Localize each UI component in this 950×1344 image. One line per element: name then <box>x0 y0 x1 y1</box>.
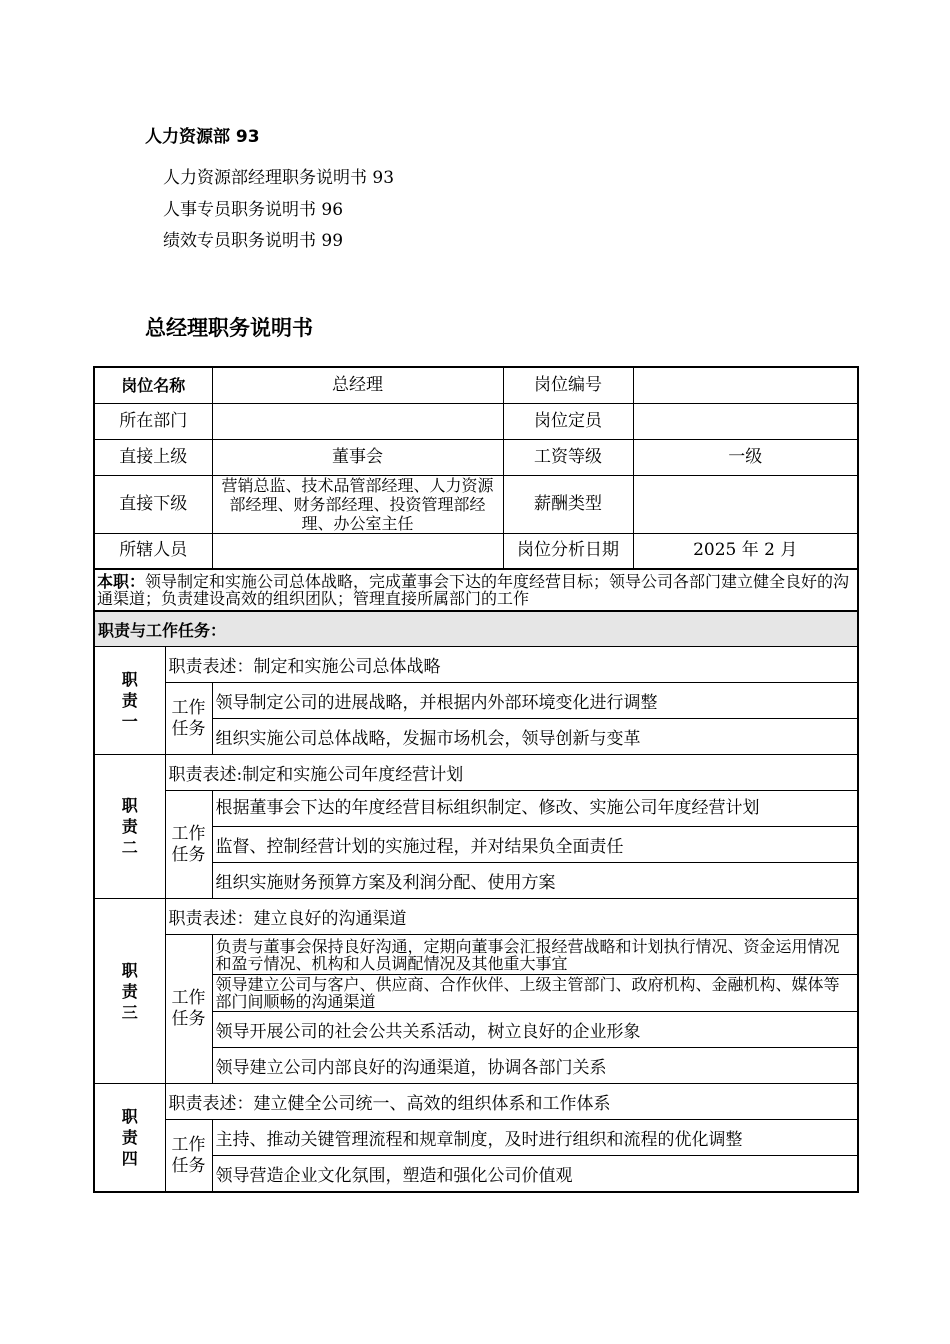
value-salary-grade: 一级 <box>633 439 858 475</box>
duty-1-desc: 职责表述：制定和实施公司总体战略 <box>165 647 858 683</box>
duty-3-task: 领导建立公司与客户、供应商、合作伙伴、上级主管部门、政府机构、金融机构、媒体等部门间顺畅的沟通渠道 <box>212 975 858 1012</box>
value-department <box>212 403 503 439</box>
label-salary-grade: 工资等级 <box>503 439 633 475</box>
document-title: 总经理职务说明书 <box>145 316 313 340</box>
duty-2-task: 组织实施财务预算方案及利润分配、使用方案 <box>212 863 858 899</box>
duty-1-label: 职责一 <box>94 647 165 755</box>
core-duty <box>94 569 858 611</box>
value-headcount <box>633 403 858 439</box>
duty-3-desc: 职责表述：建立良好的沟通渠道 <box>165 899 858 935</box>
toc-item[interactable]: 人事专员职务说明书 96 <box>163 199 344 220</box>
toc-heading: 人力资源部 93 <box>145 127 260 147</box>
duty-1-task: 组织实施公司总体战略，发掘市场机会，领导创新与变革 <box>212 719 858 755</box>
duty-2-task: 根据董事会下达的年度经营目标组织制定、修改、实施公司年度经营计划 <box>212 791 858 827</box>
duty-1-task: 领导制定公司的进展战略，并根据内外部环境变化进行调整 <box>212 683 858 719</box>
value-analysis-date: 2025 年 2 月 <box>633 533 858 569</box>
label-job-code: 岗位编号 <box>503 367 633 403</box>
duty-4-task: 主持、推动关键管理流程和规章制度，及时进行组织和流程的优化调整 <box>212 1120 858 1156</box>
core-duty-label: 本职： <box>97 572 146 591</box>
label-subordinates: 直接下级 <box>94 475 212 533</box>
duty-3-task-label: 工作任务 <box>165 935 212 1084</box>
label-headcount: 岗位定员 <box>503 403 633 439</box>
job-description-table <box>93 366 857 1195</box>
duty-3-task: 领导开展公司的社会公共关系活动，树立良好的企业形象 <box>212 1012 858 1048</box>
toc-item[interactable]: 人力资源部经理职务说明书 93 <box>163 168 395 188</box>
duty-4-label: 职责四 <box>94 1084 165 1193</box>
value-staff <box>212 533 503 569</box>
label-staff: 所辖人员 <box>94 533 212 569</box>
duty-3-label: 职责三 <box>94 899 165 1084</box>
duty-4-desc: 职责表述：建立健全公司统一、高效的组织体系和工作体系 <box>165 1084 858 1120</box>
duty-1-task-label: 工作任务 <box>165 683 212 755</box>
value-pay-type <box>633 475 858 533</box>
label-department: 所在部门 <box>94 403 212 439</box>
value-job-title: 总经理 <box>212 367 503 403</box>
duty-4-task: 领导营造企业文化氛围，塑造和强化公司价值观 <box>212 1156 858 1193</box>
value-subordinates: 营销总监、技术品管部经理、人力资源部经理、财务部经理、投资管理部经理、办公室主任 <box>212 475 503 533</box>
duty-2-desc: 职责表述:制定和实施公司年度经营计划 <box>165 755 858 791</box>
label-pay-type: 薪酬类型 <box>503 475 633 533</box>
core-duty-text: 领导制定和实施公司总体战略，完成董事会下达的年度经营目标；领导公司各部门建立健全良好的沟通渠道；负责建设高效的组织团队；管理直接所属部门的工作 <box>97 572 850 608</box>
duty-3-task: 负责与董事会保持良好沟通，定期向董事会汇报经营战略和计划执行情况、资金运用情况和盈亏情况、机构和人员调配情况及其他重大事宜 <box>212 935 858 975</box>
duty-2-task-label: 工作任务 <box>165 791 212 899</box>
label-job-title: 岗位名称 <box>94 367 212 403</box>
duty-2-label: 职责二 <box>94 755 165 899</box>
value-job-code <box>633 367 858 403</box>
toc-item[interactable]: 绩效专员职务说明书 99 <box>163 231 344 251</box>
value-superior: 董事会 <box>212 439 503 475</box>
label-analysis-date: 岗位分析日期 <box>503 533 633 569</box>
duties-heading: 职责与工作任务： <box>94 611 858 647</box>
toc-list <box>163 163 394 258</box>
duty-2-task: 监督、控制经营计划的实施过程，并对结果负全面责任 <box>212 827 858 863</box>
duty-3-task: 领导建立公司内部良好的沟通渠道，协调各部门关系 <box>212 1048 858 1084</box>
label-superior: 直接上级 <box>94 439 212 475</box>
duty-4-task-label: 工作任务 <box>165 1120 212 1193</box>
